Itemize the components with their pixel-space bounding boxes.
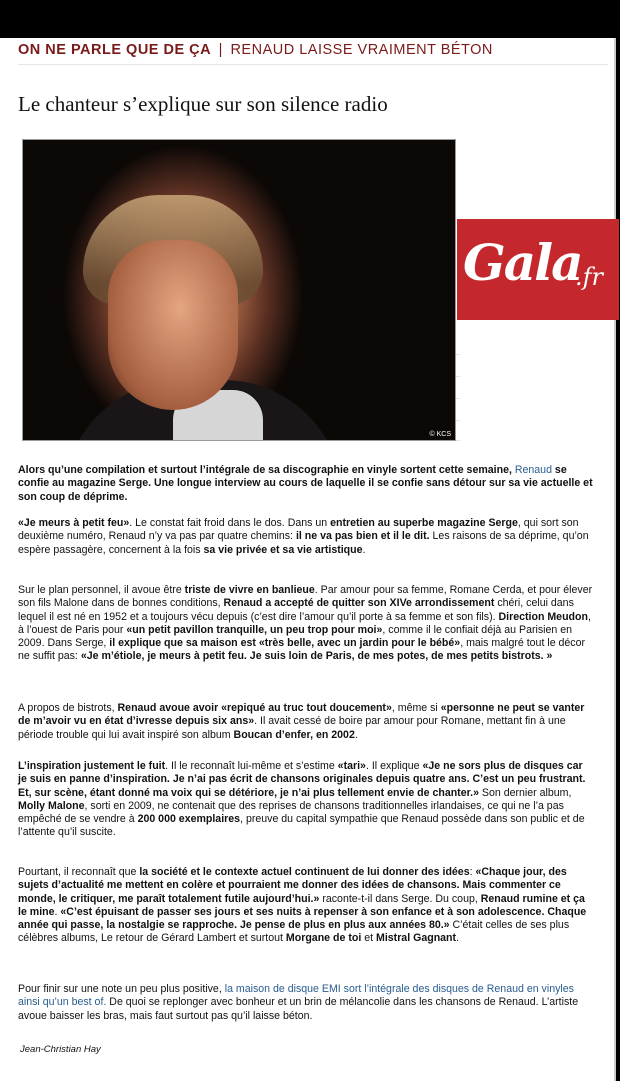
- body-text: .: [54, 905, 61, 918]
- gala-logo[interactable]: [457, 219, 619, 320]
- emphasis-text: sa vie privée et sa vie artistique: [203, 543, 363, 556]
- body-text: , sorti en 2009, ne contenait que des reprises de chansons traditionnelles irlandaises, ce qui ne l’a pas empêché de se vendre à: [18, 799, 564, 826]
- emphasis-text: «Chaque jour, des sujets d’actualité me mettent en colère et pourraient me donner des idées de chansons. Mais commenter ce monde, le critiquer, me paraît totalement futile aujourd’hui.»: [18, 866, 567, 905]
- emphasis-text: Mistral Gagnant: [376, 932, 457, 945]
- dot-mark: ..: [456, 394, 460, 401]
- body-text: .: [362, 543, 366, 556]
- body-text: Pourtant, il reconnaît que: [18, 866, 140, 878]
- body-text: , même si: [391, 702, 441, 714]
- emphasis-text: Boucan d’enfer, en 2002: [233, 728, 355, 741]
- body-text: , preuve du capital sympathie que Renaud possède dans son public et de l’attente qu’il suscite.: [18, 813, 585, 839]
- body-text: .: [456, 932, 460, 945]
- paragraph: [18, 866, 594, 946]
- emphasis-text: «Je meurs à petit feu»: [18, 517, 130, 529]
- paragraph: [18, 584, 594, 664]
- emphasis-text: la société et le contexte actuel continuent de lui donner des idées: [139, 866, 470, 878]
- dot-mark: ..: [456, 372, 460, 379]
- page-title: Le chanteur s’explique sur son silence radio: [18, 92, 388, 116]
- emphasis-text: entretien au superbe magazine Serge: [330, 517, 518, 529]
- gala-logo-word: Gala: [463, 233, 582, 292]
- body-text: C’était celles de ses plus célèbres albums, Le retour de Gérard Lambert et surtout: [18, 919, 570, 945]
- emphasis-text: Morgane de toi: [285, 932, 362, 945]
- emphasis-text: L’inspiration justement le fuit: [18, 760, 166, 772]
- body-text: , mais malgré tout le décor ne suffit pas:: [18, 637, 586, 663]
- emphasis-text: «C’est épuisant de passer ses jours et ses nuits à repenser à son enfance et à son adolescence. Chaque année qui passe, la nostalgie se rapproche. Je pense de plus en plus aux années 80.»: [18, 905, 587, 932]
- body-text: . Le constat fait froid dans le dos. Dans un: [129, 517, 331, 529]
- body-text: A propos de bistrots,: [18, 702, 118, 714]
- header-divider: [18, 64, 608, 65]
- topic-label: RENAUD LAISSE VRAIMENT BÉTON: [230, 42, 493, 58]
- emphasis-text: «un petit pavillon tranquille, un peu trop pour moi»: [126, 623, 383, 636]
- photo-credit: © KCS: [429, 431, 451, 438]
- emphasis-text: Direction Meudon: [498, 610, 588, 623]
- kicker-separator: |: [218, 42, 223, 58]
- emphasis-text: «Je m’étiole, je meurs à petit feu. Je suis loin de Paris, de mes potes, de mes petits bistrots. »: [80, 650, 553, 663]
- intro-text-1: Alors qu’une compilation et surtout l’intégrale de sa discographie en vinyle sortent cette semaine,: [18, 464, 512, 476]
- emphasis-text: 200 000 exemplaires: [137, 813, 241, 826]
- body-text: Les raisons de sa déprime, qu’on espère passagère, concernent à la fois: [18, 530, 589, 556]
- emphasis-text: Molly Malone: [18, 799, 85, 812]
- emphasis-text: il explique que sa maison est «très belle, avec un jardin pour le bébé»: [109, 637, 461, 650]
- intro-text-2: se confie au magazine Serge. Une longue interview au cours de laquelle il se confie sans détour sur sa vie actuelle et son coup de déprime.: [18, 464, 593, 503]
- emphasis-text: Renaud avoue avoir «repiqué au truc tout doucement»: [117, 702, 392, 714]
- section-label[interactable]: ON NE PARLE QUE DE ÇA: [18, 42, 212, 58]
- body-text: et: [361, 932, 376, 945]
- dot-mark: ..: [456, 350, 460, 357]
- body-text: :: [469, 866, 476, 878]
- body-text: chéri, celui dans lequel il est né en 1952 et a toujours vécu depuis (c’est dire l’amour qu’il porte à sa femme et son fils).: [18, 597, 574, 623]
- body-text: . Par amour pour sa femme, Romane Cerda, et pour élever son fils Malone dans de bonnes conditions,: [18, 584, 593, 610]
- emphasis-text: «tari»: [337, 760, 366, 772]
- author-signature: Jean-Christian Hay: [20, 1044, 101, 1055]
- emphasis-text: triste de vivre en banlieue: [184, 584, 315, 596]
- paragraph: [18, 517, 594, 557]
- emphasis-text: Renaud rumine et ça le mine: [18, 892, 585, 918]
- body-text: . Il avait cessé de boire par amour pour Romane, mettant fin à une période trouble qui lui avait inspiré son album: [18, 715, 566, 741]
- body-text: Sur le plan personnel, il avoue être: [18, 584, 185, 596]
- emphasis-text: Renaud a accepté de quitter son XIVe arrondissement: [223, 597, 495, 610]
- emi-link[interactable]: la maison de disque EMI sort l’intégrale des disques de Renaud en vinyles ainsi qu’un best of.: [18, 983, 574, 1009]
- body-text: , à l’ouest de Paris pour: [18, 610, 591, 636]
- dot-mark: ..: [456, 436, 460, 443]
- emphasis-text: «Je ne sors plus de disques car je suis en panne d’inspiration. Je n’ai pas écrit de chansons originales depuis quatre ans. C’est un peu frustrant. Et, sur scène, étant donné ma voix qui se détériore, je n’ai plus tellement envie de chanter.»: [18, 760, 586, 799]
- closing-paragraph: [18, 983, 594, 1023]
- photo-face: [108, 240, 238, 410]
- body-text: raconte-t-il dans Serge. Du coup,: [319, 892, 481, 905]
- dot-mark: ..: [456, 416, 460, 423]
- article-photo: [22, 139, 456, 441]
- body-text: , qui sort son deuxième numéro, Renaud n’y va pas par quatre chemins:: [18, 517, 579, 543]
- closing-text-1: Pour finir sur une note un peu plus positive,: [18, 983, 222, 995]
- body-text: Son dernier album,: [478, 786, 572, 799]
- emphasis-text: il ne va pas bien et il le dit.: [295, 530, 430, 543]
- paragraph: [18, 702, 594, 742]
- paragraph: [18, 760, 594, 840]
- article-intro: [18, 464, 594, 504]
- body-text: .: [354, 728, 358, 741]
- body-text: , comme il le confiait déjà au Parisien en 2009. Dans Serge,: [18, 623, 572, 650]
- body-text: . Il explique: [365, 760, 423, 772]
- article-page: [0, 38, 616, 1081]
- renaud-link[interactable]: Renaud: [514, 464, 552, 476]
- closing-text-2: De quoi se replonger avec bonheur et un brin de mélancolie dans les chansons de Renaud. L’artiste avoue baisser les bras, mais faut surtout pas qu’il laisse béton.: [18, 996, 579, 1022]
- emphasis-text: «personne ne peut se vanter de m’avoir vu en état d’ivresse depuis six ans»: [18, 702, 585, 728]
- body-text: . Il le reconnaît lui-même et s’estime: [165, 760, 338, 772]
- article-kicker: [18, 42, 493, 58]
- gala-logo-domain: .fr: [575, 263, 603, 291]
